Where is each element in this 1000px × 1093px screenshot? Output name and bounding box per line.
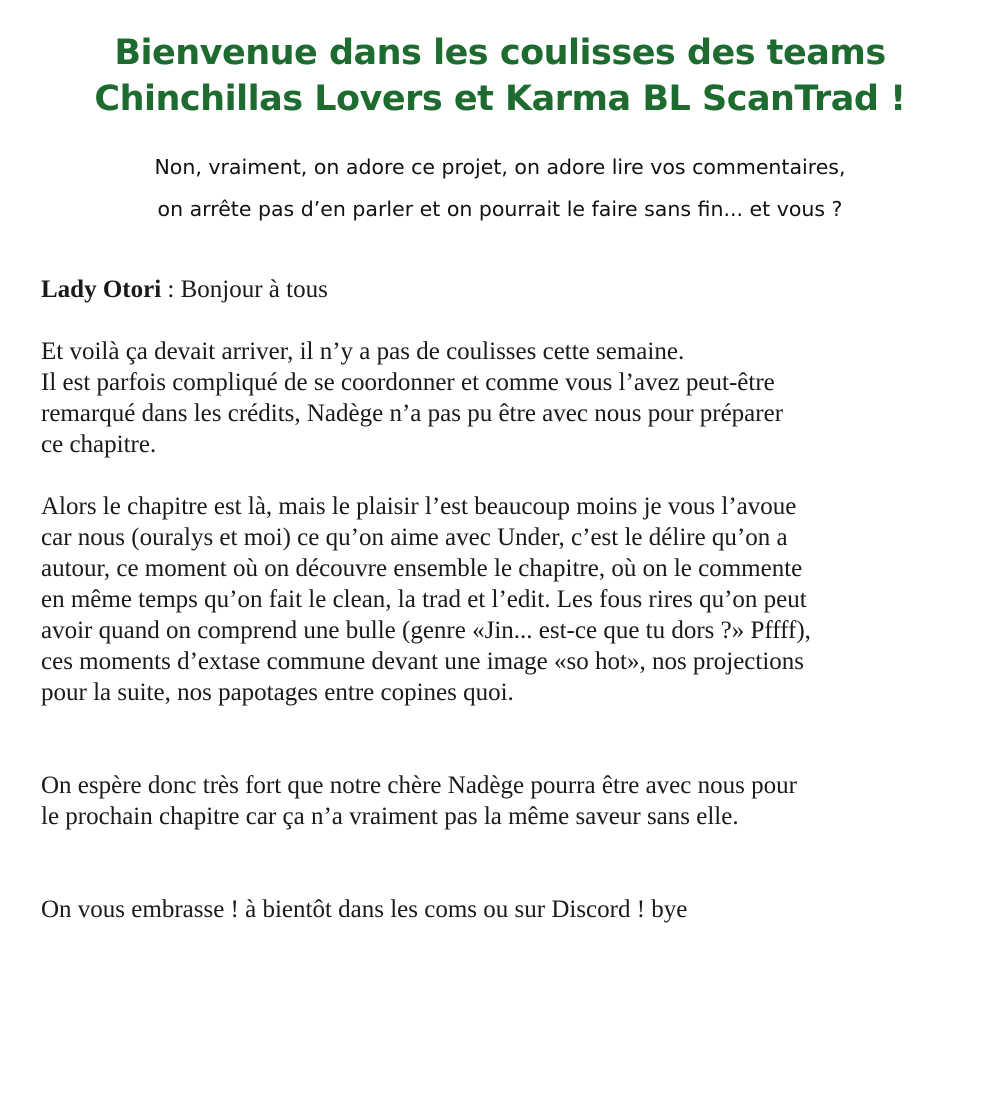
paragraph-2-line: autour, ce moment où on découvre ensemble le chapitre, où on le commente bbox=[41, 555, 803, 582]
greeting-text: : Bonjour à tous bbox=[161, 276, 328, 303]
closing-paragraph bbox=[41, 894, 971, 925]
paragraph-2 bbox=[41, 491, 971, 708]
paragraph-3 bbox=[41, 770, 971, 832]
paragraph-2-line: avoir quand on comprend une bulle (genre «Jin... est-ce que tu dors ?» Pffff), bbox=[41, 617, 811, 644]
greeting-paragraph bbox=[41, 274, 971, 305]
paragraph-2-line: en même temps qu’on fait le clean, la trad et l’edit. Les fous rires qu’on peut bbox=[41, 586, 807, 613]
paragraph-1-line: Et voilà ça devait arriver, il n’y a pas de coulisses cette semaine. bbox=[41, 338, 685, 365]
paragraph-1-line: Il est parfois compliqué de se coordonner et comme vous l’avez peut-être bbox=[41, 369, 775, 396]
paragraph-3-line: On espère donc très fort que notre chère Nadège pourra être avec nous pour bbox=[41, 772, 797, 799]
subtitle bbox=[0, 146, 1000, 230]
paragraph-2-line: Alors le chapitre est là, mais le plaisir l’est beaucoup moins je vous l’avoue bbox=[41, 493, 797, 520]
paragraph-2-line: ces moments d’extase commune devant une image «so hot», nos projections bbox=[41, 648, 805, 675]
closing-line: On vous embrasse ! à bientôt dans les coms ou sur Discord ! bye bbox=[41, 896, 688, 923]
subtitle-line-2: on arrête pas d’en parler et on pourrait le faire sans fin... et vous ? bbox=[157, 197, 843, 221]
subtitle-line-1: Non, vraiment, on adore ce projet, on adore lire vos commentaires, bbox=[154, 155, 846, 179]
paragraph-2-line: car nous (ouralys et moi) ce qu’on aime avec Under, c’est le délire qu’on a bbox=[41, 524, 788, 551]
page-title bbox=[0, 30, 1000, 122]
paragraph-2-line: pour la suite, nos papotages entre copines quoi. bbox=[41, 679, 514, 706]
message-body bbox=[41, 274, 971, 925]
paragraph-1-line: ce chapitre. bbox=[41, 431, 157, 458]
title-line-1: Bienvenue dans les coulisses des teams bbox=[114, 33, 886, 73]
paragraph-3-line: le prochain chapitre car ça n’a vraiment pas la même saveur sans elle. bbox=[41, 803, 739, 830]
paragraph-1-line: remarqué dans les crédits, Nadège n’a pas pu être avec nous pour préparer bbox=[41, 400, 784, 427]
title-line-2: Chinchillas Lovers et Karma BL ScanTrad ! bbox=[94, 79, 906, 119]
speaker-name: Lady Otori bbox=[41, 276, 162, 303]
paragraph-1 bbox=[41, 336, 971, 460]
